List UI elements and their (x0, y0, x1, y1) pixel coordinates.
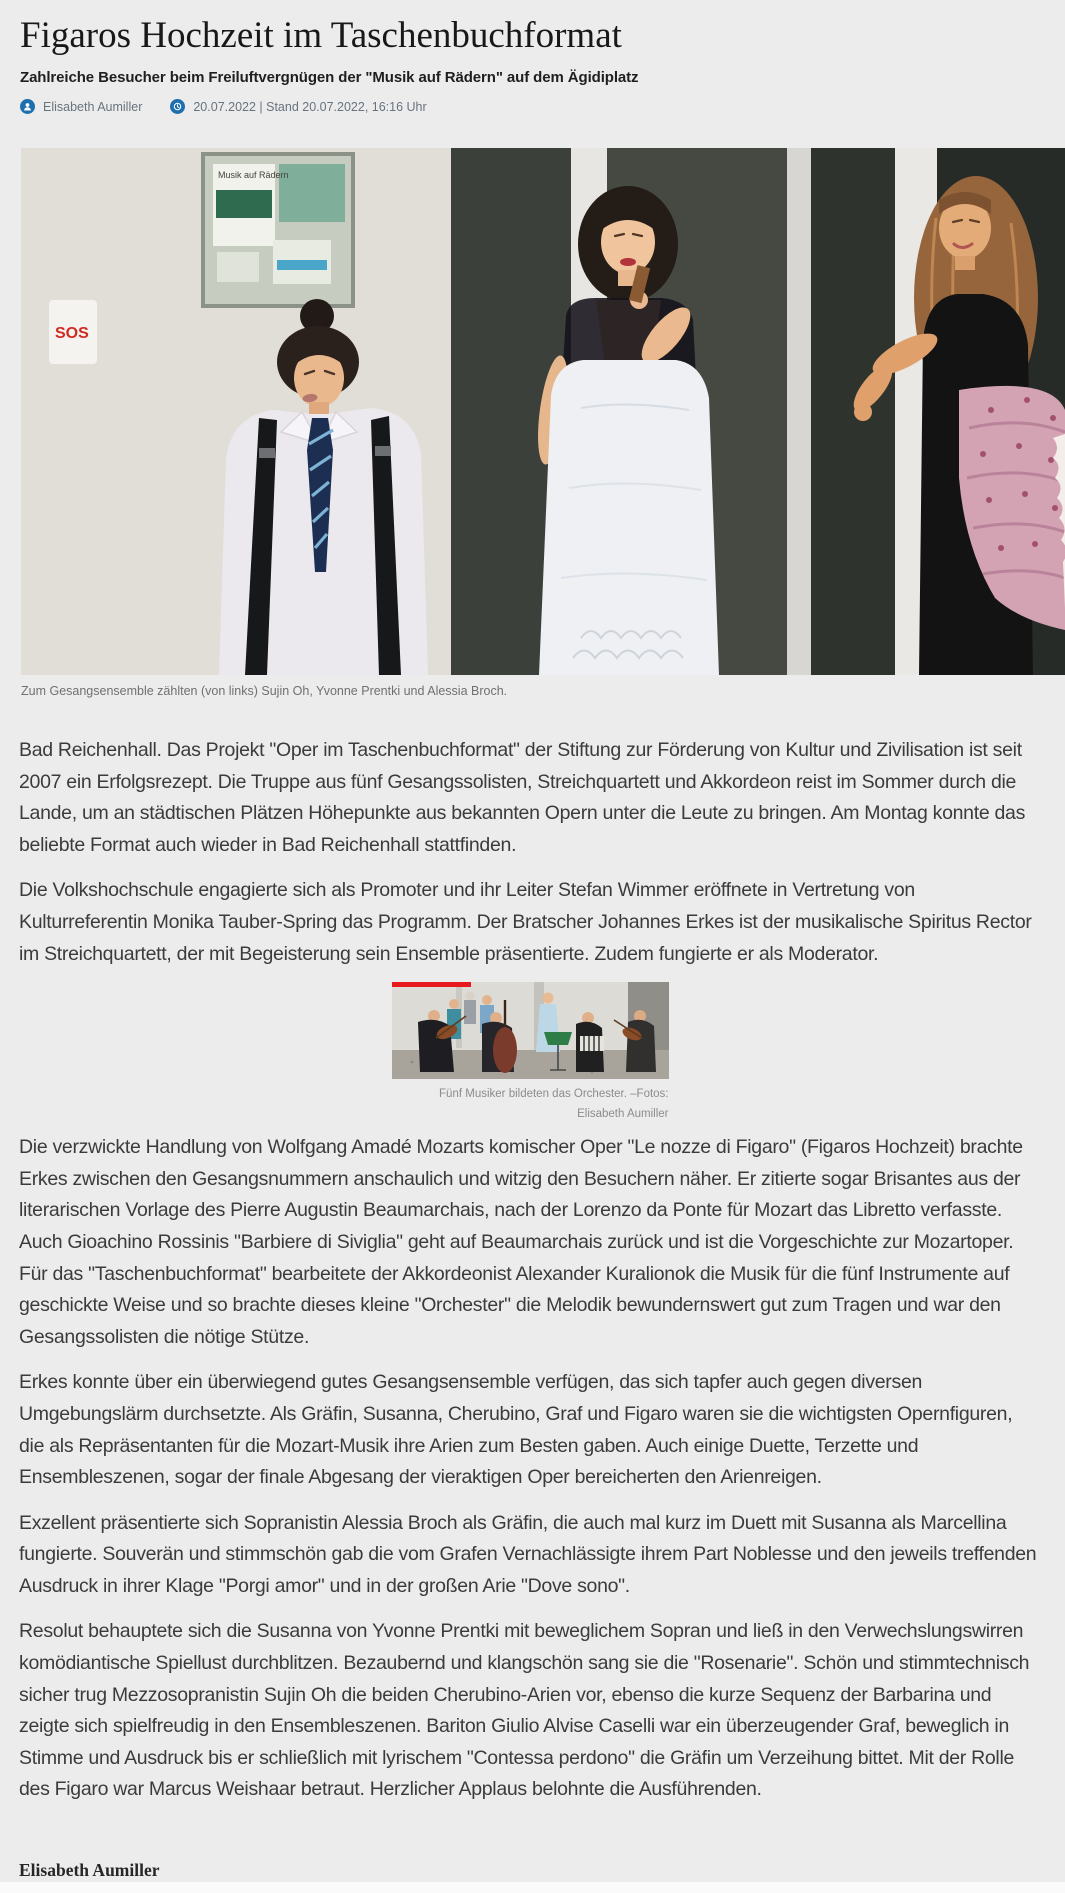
article-header (0, 0, 1065, 114)
page-title: Figaros Hochzeit im Taschenbuchformat (20, 15, 622, 56)
poster-title-text: Musik auf Rädern (218, 170, 289, 180)
hero-image-caption: Zum Gesangsensemble zählten (von links) Sujin Oh, Yvonne Prentki und Alessia Broch. (21, 684, 508, 698)
inline-image-caption: Fünf Musiker bildeten das Orchester. –Fotos: Elisabeth Aumiller (439, 1088, 669, 1121)
paragraph-6: Resolut behauptete sich die Susanna von Yvonne Prentki mit beweglichem Sopran und ließ in den Verwechslungswirren komödiantische Spiellust durchblitzen. Bezaubernd und klangschön sang sie die "Rosenarie". Schön und stimmtechnisch sicher trug Mezzosopranistin Sujin Oh die beiden Cherubino-Arien vor, ebenso die kurze Sequenz der Barbarina und zeigte sich spielfreudig in den Ensembleszenen. Bariton Giulio Alvise Caselli war ein überzeugender Graf, beweglich in Stimme und Ausdruck bis er schließlich mit lyrischem "Contessa perdono" die Gräfin um Verzeihung bittet. Mit der Rolle des Figaro war Marcus Weishaar betraut. Herzlicher Applaus belohnte die Ausführenden. (19, 1620, 1030, 1801)
paragraph-2: Die Volkshochschule engagierte sich als Promoter und ihr Leiter Stefan Wimmer eröffnete in Vertretung von Kulturreferentin Monika Tauber-Spring das Programm. Der Bratscher Johannes Erkes ist der musikalische Spiritus Rector im Streichquartett, der mit Begeisterung sein Ensemble präsentierte. Zudem fungierte er als Moderator. (19, 879, 1032, 965)
paragraph-5: Exzellent präsentierte sich Sopranistin Alessia Broch als Gräfin, die auch mal kurz im Duett mit Susanna als Marcellina fungierte. Souverän und stimmschön gab die vom Grafen Vernachlässigte ihrem Part Noblesse und den jeweils treffenden Ausdruck in ihrer Klage "Porgi amor" und in der großen Arie "Dove sono". (19, 1511, 1037, 1597)
hero-photo-illustration (21, 148, 1065, 675)
paragraph-4: Erkes konnte über ein überwiegend gutes Gesangsensemble verfügen, das sich tapfer auch gegen diversen Umgebungslärm durchsetzte. Als Gräfin, Susanna, Cherubino, Graf und Figaro waren sie die wichtigsten Opernfiguren, die als Repräsentanten für die Mozart-Musik ihre Arien zum Besten gaben. Auch einige Duette, Terzette und Ensembleszenen, sogar der finale Abgesang der vieraktigen Oper bereicherten den Arienreigen. (19, 1371, 1013, 1489)
red-progress-bar (392, 982, 471, 987)
clock-icon (170, 99, 185, 114)
byline-date (170, 99, 426, 114)
byline (20, 99, 1041, 114)
inline-photo-illustration (392, 982, 669, 1079)
sos-sticker-text: SOS (55, 325, 89, 342)
article-body (0, 735, 1065, 1806)
inline-image (392, 982, 669, 1079)
article-subtitle: Zahlreiche Besucher beim Freiluftvergnügen der "Musik auf Rädern" auf dem Ägidiplatz (20, 69, 639, 86)
inline-image-figure (392, 982, 669, 1124)
paragraph-3: Die verzwickte Handlung von Wolfgang Amadé Mozarts komischer Oper "Le nozze di Figaro" (Figaros Hochzeit) brachte Erkes zwischen den Gesangsnummern anschaulich und witzig den Besuchern näher. Er zitierte sogar Brisantes aus der literarischen Vorlage des Pierre Augustin Beaumarchais, nach der Lorenzo da Ponte für Mozart das Libretto verfasste. Auch Gioachino Rossinis "Barbiere di Siviglia" geht auf Beaumarchais zurück und ist die Vorgeschichte zur Mozartoper. Für das "Taschenbuchformat" bearbeitete der Akkordeonist Alexander Kuralionok die Musik für die fünf Instrumente auf geschickte Weise und so brachte dieses kleine "Orchester" die Melodik bewundernswert gut zum Tragen und war den Gesangssolisten die nötige Stütze. (19, 1136, 1023, 1348)
sos-sticker (49, 300, 97, 364)
author-signature: Elisabeth Aumiller (19, 1860, 160, 1881)
byline-author-name: Elisabeth Aumiller (43, 99, 143, 114)
poster-case (203, 154, 353, 306)
hero-image (21, 148, 1065, 675)
byline-author (20, 99, 142, 114)
bottom-divider (0, 1882, 1065, 1893)
byline-date-text: 20.07.2022 | Stand 20.07.2022, 16:16 Uhr (193, 99, 427, 114)
author-person-icon (20, 99, 35, 114)
paragraph-1: Bad Reichenhall. Das Projekt "Oper im Taschenbuchformat" der Stiftung zur Förderung von Kultur und Zivilisation ist seit 2007 ein Erfolgsrezept. Die Truppe aus fünf Gesangssolisten, Streichquartett und Akkordeon reist im Sommer durch die Lande, um an städtischen Plätzen Höhepunkte aus bekannten Opern unter die Leute zu bringen. Am Montag konnte das beliebte Format auch wieder in Bad Reichenhall stattfinden. (19, 739, 1026, 856)
